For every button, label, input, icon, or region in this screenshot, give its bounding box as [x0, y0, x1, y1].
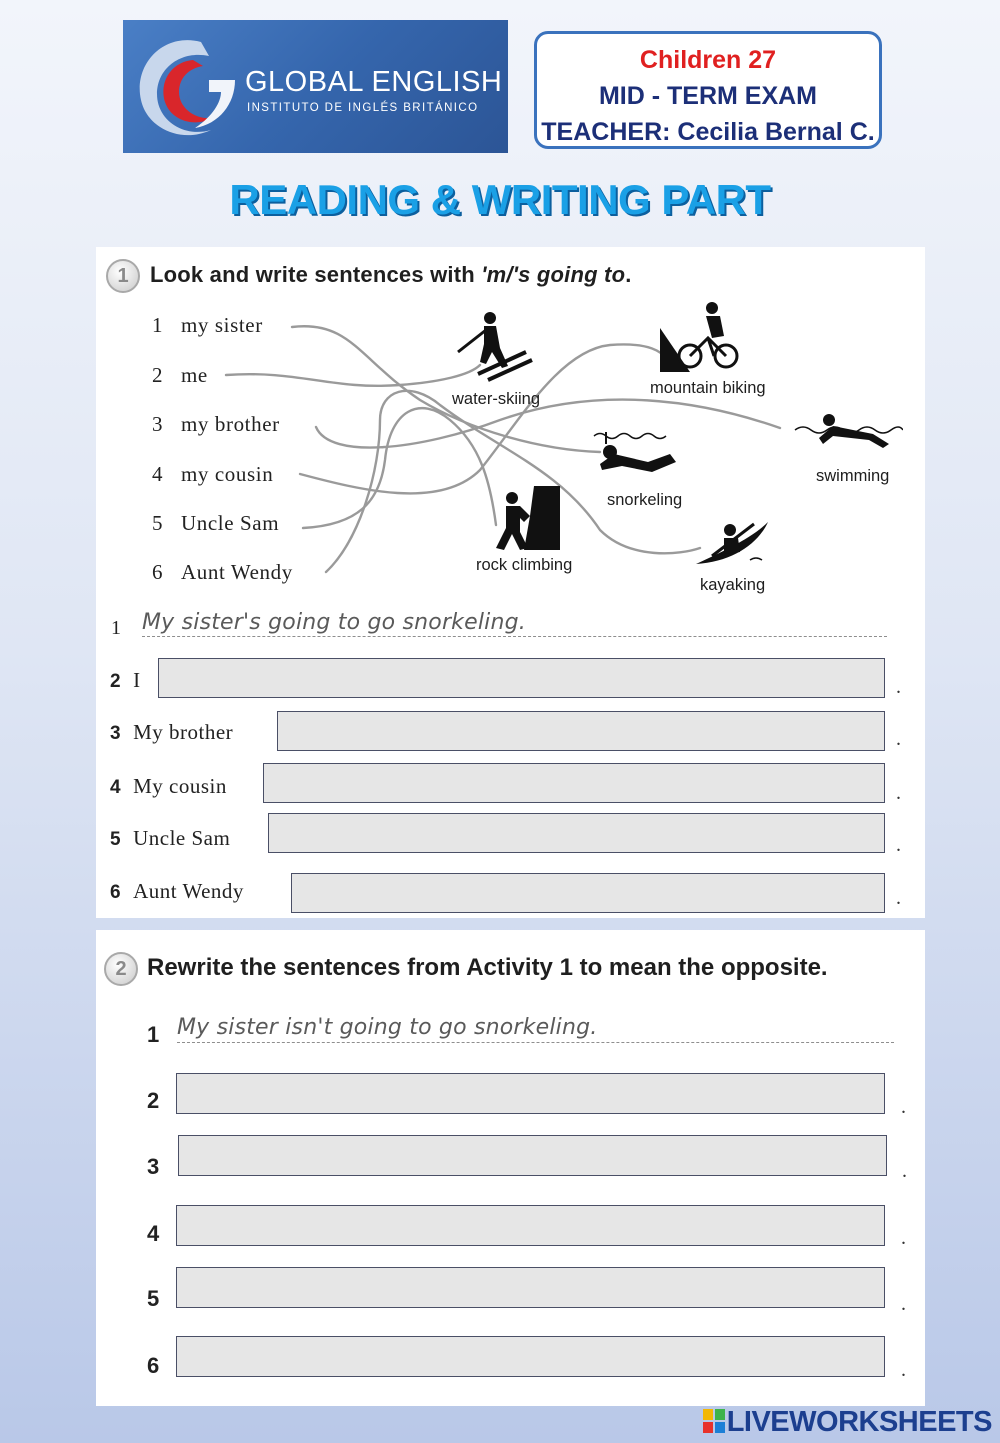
answer-input-6[interactable] — [291, 873, 885, 913]
end-period: . — [896, 728, 901, 750]
activity-label-kayaking: kayaking — [700, 576, 766, 594]
liveworksheets-text: LIVEWORKSHEETS — [726, 1406, 992, 1438]
example-number: 1 — [111, 617, 121, 639]
example-sentence: My sister's going to go snorkeling. — [142, 610, 887, 637]
row-label: 6 Aunt Wendy — [110, 879, 244, 903]
activity-label-rock-climbing: rock climbing — [476, 556, 573, 574]
rock-climbing-icon — [494, 486, 560, 552]
activity-label-swimming: swimming — [816, 467, 890, 485]
end-period: . — [901, 1359, 906, 1381]
row-number: 3 — [147, 1154, 160, 1179]
activity1-badge: 1 — [106, 259, 140, 293]
snorkeling-icon — [592, 428, 682, 484]
row-number: 5 — [147, 1286, 160, 1311]
end-period: . — [902, 1160, 907, 1182]
page-title: READING & WRITING PART — [229, 176, 771, 223]
answer-input-4[interactable] — [263, 763, 885, 803]
person-label: Aunt Wendy — [181, 560, 293, 584]
row-label: 2 I — [110, 668, 141, 692]
example-sentence: My sister isn't going to go snorkeling. — [177, 1015, 894, 1043]
liveworksheets-logo-icon — [703, 1409, 725, 1433]
row-number: 2 — [147, 1088, 160, 1113]
opposite-input-6[interactable] — [176, 1336, 885, 1377]
kayaking-icon — [692, 516, 772, 572]
mountain-biking-icon — [660, 298, 744, 374]
exam-name: MID - TERM EXAM — [598, 82, 818, 110]
row-label: 5 Uncle Sam — [110, 826, 231, 850]
row-number: 4 — [147, 1221, 160, 1246]
answer-input-2[interactable] — [158, 658, 885, 698]
example-number: 1 — [147, 1022, 160, 1047]
activity1-instruction: Look and write sentences with 'm/'s going to. — [150, 262, 632, 287]
activity2-badge: 2 — [104, 952, 138, 986]
end-period: . — [901, 1293, 906, 1315]
opposite-input-5[interactable] — [176, 1267, 885, 1308]
opposite-input-3[interactable] — [178, 1135, 887, 1176]
row-label: 3 My brother — [110, 720, 234, 744]
row-label: 4 My cousin — [110, 774, 227, 798]
person-label: Uncle Sam — [181, 511, 280, 535]
water-skiing-icon — [448, 308, 538, 388]
answer-input-5[interactable] — [268, 813, 885, 853]
activity-label-mountain-biking: mountain biking — [650, 379, 766, 397]
person-label: my brother — [181, 412, 280, 436]
end-period: . — [901, 1096, 906, 1118]
swimming-icon — [793, 408, 903, 458]
end-period: . — [896, 887, 901, 909]
end-period: . — [896, 782, 901, 804]
opposite-input-2[interactable] — [176, 1073, 885, 1114]
person-label: my sister — [181, 313, 263, 337]
end-period: . — [896, 834, 901, 856]
class-name: Children 27 — [639, 46, 777, 74]
end-period: . — [896, 676, 901, 698]
opposite-input-4[interactable] — [176, 1205, 885, 1246]
activity-label-snorkeling: snorkeling — [607, 491, 683, 509]
activity2-instruction: Rewrite the sentences from Activity 1 to mean the opposite. — [147, 954, 828, 981]
row-number: 6 — [147, 1353, 160, 1378]
person-label: my cousin — [181, 462, 274, 486]
person-label: me — [181, 363, 208, 387]
teacher-name: TEACHER: Cecilia Bernal C. — [541, 118, 875, 146]
logo-subtitle: INSTITUTO DE INGLÉS BRITÁNICO — [247, 102, 479, 114]
liveworksheets-brand — [703, 1406, 992, 1439]
logo-name: GLOBAL ENGLISH — [245, 66, 503, 98]
end-period: . — [901, 1227, 906, 1249]
answer-input-3[interactable] — [277, 711, 885, 751]
activity-label-water-skiing: water-skiing — [452, 390, 541, 408]
